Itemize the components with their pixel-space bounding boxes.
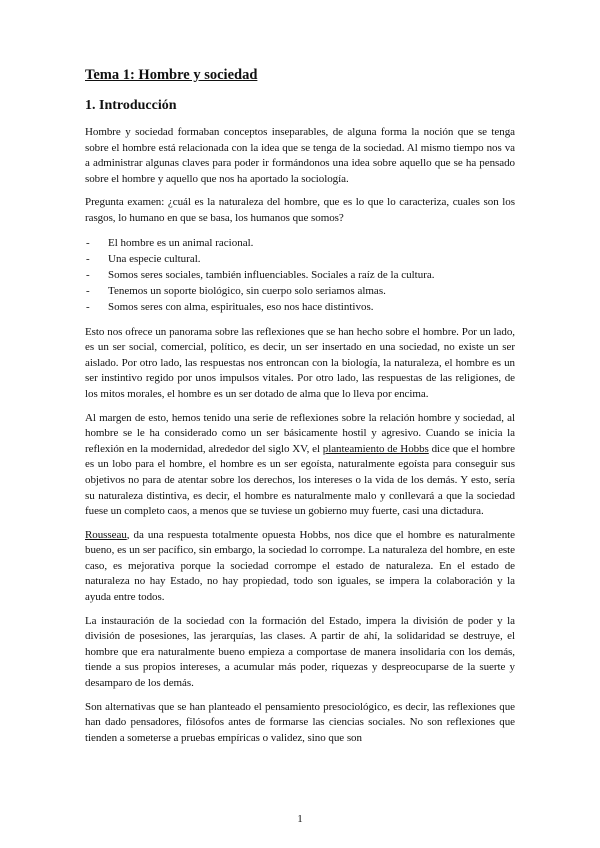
paragraph-state: La instauración de la sociedad con la formación del Estado, impera la división de poder y la división de posesiones, las jerarquías, las clases. A partir de ahí, la solidaridad se destruye, el hombre que era naturalmente bueno empieza a comportase de manera insolidaria con los demás, tiende a sus propios intereses, a acumular más poder, riquezas y despreocuparse de la suerte y desamparo de los demás.	[85, 614, 515, 690]
paragraph-hobbs	[85, 411, 515, 520]
section-heading: 1. Introducción	[85, 98, 177, 113]
paragraph-hobbs-text-after: dice que el hombre es un lobo para el hombre, el hombre es un ser egoísta, naturalmente egoísta para conseguir sus objetivos no para de atentar sobre los derechos, los intereses o la vida de los demás. Y esto, sería su naturaleza distintiva, es decir, el hombre es naturalmente malo y conllevará a que la sociedad fuese un completo caos, a menos que se tuviese un gobierno muy fuerte, casi una dictadura.	[85, 442, 515, 518]
page-number: 1	[297, 813, 303, 825]
paragraph-alternatives: Son alternativas que se han planteado el pensamiento presociológico, es decir, las reflexiones que han dado pensadores, filósofos antes de formarse las ciencias sociales. No son reflexiones que tienden a someterse a pruebas empíricas o validez, sino que son	[85, 700, 515, 744]
hobbs-link[interactable]: planteamiento de Hobbs	[322, 442, 429, 455]
document-title: Tema 1: Hombre y sociedad	[85, 67, 258, 83]
list-item: - Somos seres con alma, espirituales, eso nos hace distintivos.	[85, 299, 515, 315]
paragraph-panorama: Esto nos ofrece un panorama sobre las reflexiones que se han hecho sobre el hombre. Por un lado, es un ser social, comercial, político, es decir, un ser insertado en una sociedad, no existe un ser aislado. Por otro lado, las respuestas nos entroncan con la biología, la naturaleza, el hombre es un ser instintivo regido por unos impulsos vitales. Por otro lado, las respuestas de las religiones, de los mitos morales, el hombre es un ser dotado de alma que lo lleva por encima.	[85, 325, 515, 400]
page-content	[85, 66, 515, 754]
paragraph-rousseau	[85, 528, 515, 606]
paragraph-rousseau-text: , da una respuesta totalmente opuesta Hobbs, nos dice que el hombre es naturalmente bueno, es un ser pacífico, sin embargo, la sociedad lo corrompe. La naturaleza del hombre, en este caso, es mejorativa porque la sociedad corrompe el estado de naturaleza. En el estado de naturaleza no hay Estado, no hay propiedad, todo son iguales, se impera la colaboración y la ayuda entre todos.	[85, 528, 515, 604]
paragraph-exam-question: Pregunta examen: ¿cuál es la naturaleza del hombre, que es lo que lo caracteriza, cuales son los rasgos, lo humano en que se basa, los humanos que somos?	[85, 196, 515, 224]
bullet-list	[85, 235, 515, 316]
rousseau-link[interactable]: Rousseau	[85, 528, 127, 541]
paragraph-intro: Hombre y sociedad formaban conceptos inseparables, de alguna forma la noción que se tenga sobre el hombre está relacionada con la idea que se tenga de la sociedad. Al mismo tiempo nos va a administrar algunas claves para poder ir formándonos una idea sobre aquello que se ha pensado sobre el hombre y aquello que nos ha aportado la sociología.	[85, 126, 515, 185]
list-item: - Somos seres sociales, también influenciables. Sociales a raíz de la cultura.	[85, 267, 515, 283]
list-item: - El hombre es un animal racional.	[85, 235, 515, 251]
list-item: - Tenemos un soporte biológico, sin cuerpo solo seriamos almas.	[85, 283, 515, 299]
list-item: - Una especie cultural.	[85, 251, 515, 267]
paragraph-hobbs-text-before: Al margen de esto, hemos tenido una serie de reflexiones sobre la relación hombre y sociedad, al hombre se le ha considerado como un ser básicamente hostil y agresivo. Cuando se inicia la reflexión en la modernidad, alrededor del siglo XV, el	[85, 411, 515, 455]
